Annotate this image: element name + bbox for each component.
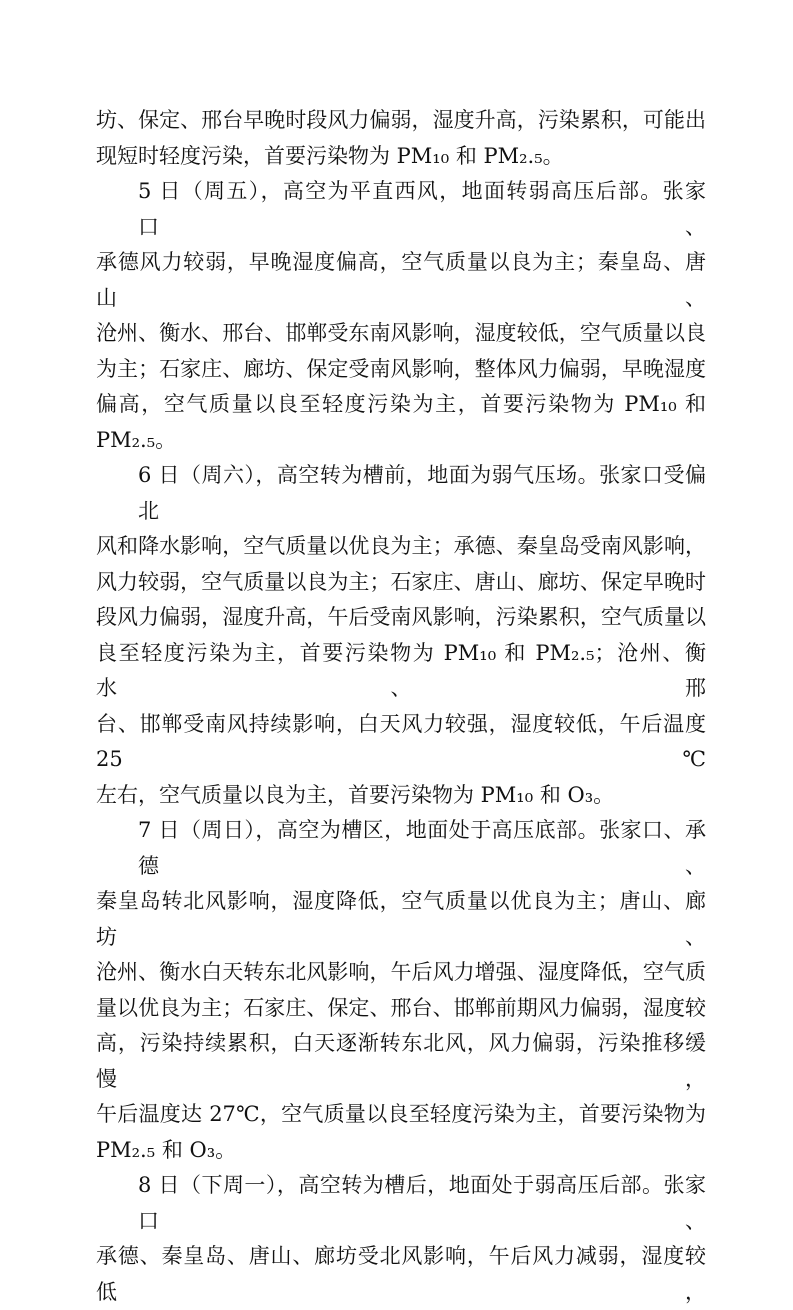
text-line: 段风力偏弱，湿度升高，午后受南风影响，污染累积，空气质量以: [96, 605, 706, 629]
text-line: 午后温度达 27℃，空气质量以良至轻度污染为主，首要污染物为: [96, 1102, 706, 1126]
text-line: 偏高，空气质量以良至轻度污染为主，首要污染物为 PM₁₀ 和 PM₂.₅。: [96, 392, 706, 452]
document-body: [96, 103, 706, 1310]
text-line: 5 日（周五），高空为平直西风，地面转弱高压后部。张家口、: [138, 179, 706, 239]
text-line: 左右，空气质量以良为主，首要污染物为 PM₁₀ 和 O₃。: [96, 782, 615, 807]
paragraph: [96, 174, 706, 458]
text-line: 6 日（周六），高空转为槽前，地面为弱气压场。张家口受偏北: [138, 463, 706, 523]
text-line: 良至轻度污染为主，首要污染物为 PM₁₀ 和 PM₂.₅；沧州、衡水、邢: [96, 640, 706, 700]
paragraph: [96, 103, 706, 174]
text-line: 承德、秦皇岛、唐山、廊坊受北风影响，午后风力减弱，湿度较低，: [96, 1244, 706, 1304]
text-line: 沧州、衡水、邢台、邯郸受东南风影响，湿度较低，空气质量以良: [96, 321, 706, 345]
text-line: 承德风力较弱，早晚湿度偏高，空气质量以良为主；秦皇岛、唐山、: [96, 250, 706, 310]
text-line: PM₂.₅ 和 O₃。: [96, 1137, 237, 1162]
text-line: 坊、保定、邢台早晚时段风力偏弱，湿度升高，污染累积，可能出: [96, 108, 706, 132]
text-line: 沧州、衡水白天转东北风影响，午后风力增强、湿度降低，空气质: [96, 960, 706, 984]
text-line: 8 日（下周一），高空转为槽后，地面处于弱高压后部。张家口、: [138, 1173, 706, 1233]
text-line: 台、邯郸受南风持续影响，白天风力较强，湿度较低，午后温度 25℃: [96, 711, 706, 771]
paragraph: [96, 458, 706, 813]
text-line: 量以优良为主；石家庄、保定、邢台、邯郸前期风力偏弱，湿度较: [96, 995, 706, 1020]
paragraph: [96, 813, 706, 1168]
text-line: 现短时轻度污染，首要污染物为 PM₁₀ 和 PM₂.₅。: [96, 143, 564, 168]
text-line: 为主；石家庄、廊坊、保定受南风影响，整体风力偏弱，早晚湿度: [96, 356, 706, 381]
text-line: 秦皇岛转北风影响，湿度降低，空气质量以优良为主；唐山、廊坊、: [96, 889, 706, 949]
text-line: 高，污染持续累积，白天逐渐转东北风，风力偏弱，污染推移缓慢，: [96, 1031, 706, 1091]
text-line: 7 日（周日），高空为槽区，地面处于高压底部。张家口、承德、: [138, 818, 706, 878]
text-line: 风力较弱，空气质量以良为主；石家庄、唐山、廊坊、保定早晚时: [96, 569, 706, 594]
text-line: 风和降水影响，空气质量以优良为主；承德、秦皇岛受南风影响，: [96, 534, 706, 558]
paragraph: [96, 1168, 706, 1310]
